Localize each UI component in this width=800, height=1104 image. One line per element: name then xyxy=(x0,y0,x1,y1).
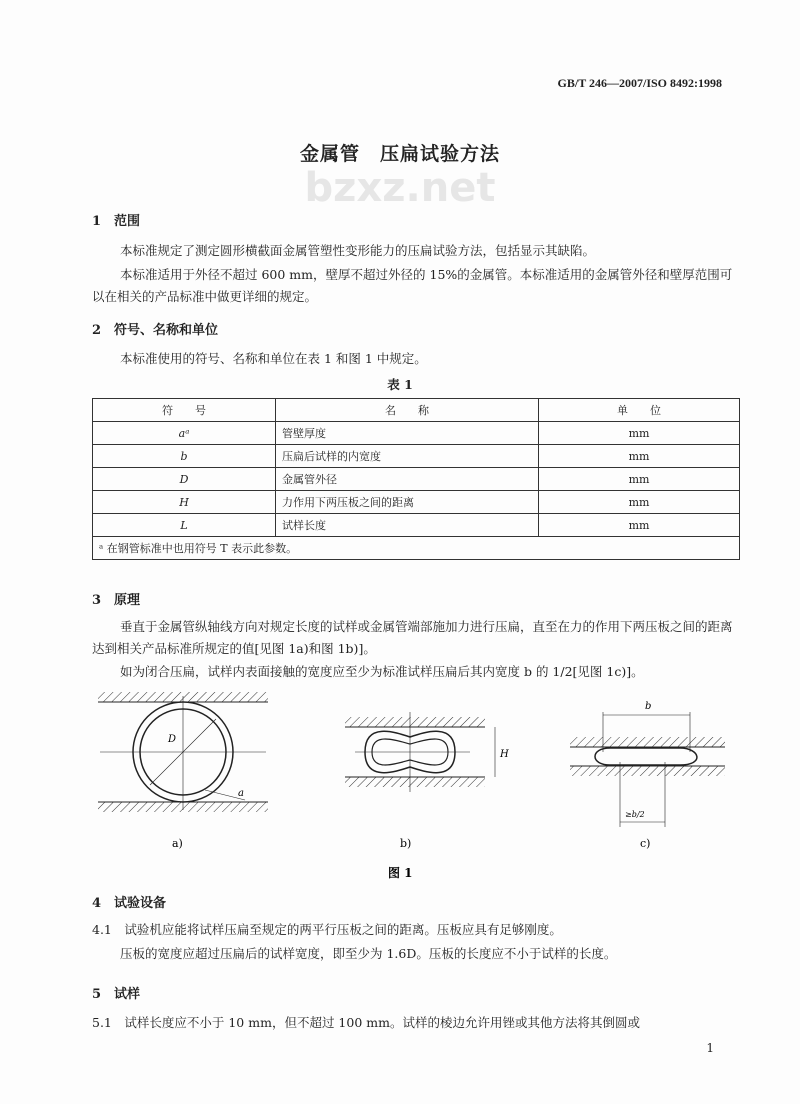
section-4-heading: 4 试验设备 xyxy=(92,896,167,911)
section-5-heading: 5 试样 xyxy=(92,987,141,1002)
figure-caption: 图 1 xyxy=(388,866,413,880)
name-cell: 管壁厚度 xyxy=(276,422,539,445)
section-5-para-1: 5.1 试样长度应不小于 10 mm，但不超过 100 mm。试样的棱边允许用锉或其他方法将其倒圆或 xyxy=(92,1015,640,1030)
label-half-b: ≥b/2 xyxy=(625,810,645,819)
section-4-para-1: 4.1 试验机应能将试样压扁至规定的两平行压板之间的距离。压板应具有足够刚度。 xyxy=(92,922,562,937)
label-D: D xyxy=(168,734,177,745)
symbol-cell: b xyxy=(93,445,276,468)
name-cell: 金属管外径 xyxy=(276,468,539,491)
standard-number: GB/T 246—2007/ISO 8492:1998 xyxy=(557,76,722,90)
figure-b xyxy=(345,712,509,792)
section-2-para-1: 本标准使用的符号、名称和单位在表 1 和图 1 中规定。 xyxy=(120,351,427,366)
table-row xyxy=(93,514,740,537)
section-1-heading: 1 范围 xyxy=(92,214,141,229)
symbol-cell: L xyxy=(93,514,276,537)
unit-cell: mm xyxy=(539,445,740,468)
table-row xyxy=(93,468,740,491)
name-cell: 力作用下两压板之间的距离 xyxy=(276,491,539,514)
table-row xyxy=(93,445,740,468)
section-1-para-1: 本标准规定了测定圆形横截面金属管塑性变形能力的压扁试验方法，包括显示其缺陷。 xyxy=(120,243,596,258)
figure-1 xyxy=(0,686,800,890)
label-H: H xyxy=(500,749,509,760)
table-footnote-row xyxy=(93,537,740,560)
table-header-row xyxy=(93,399,740,422)
subcaption-c: c) xyxy=(640,837,651,850)
section-3-para-1: 垂直于金属管纵轴线方向对规定长度的试样或金属管端部施加力进行压扁，直至在力的作用下两压板之间的距离达到相关产品标准所规定的值[见图 1a)和图 1b)]。 xyxy=(92,619,733,656)
header-cell: 名 称 xyxy=(276,399,539,422)
table-row xyxy=(93,491,740,514)
label-b: b xyxy=(645,701,652,712)
unit-cell: mm xyxy=(539,491,740,514)
unit-cell: mm xyxy=(539,422,740,445)
subcaption-b: b) xyxy=(400,837,412,850)
symbol-cell: H xyxy=(93,491,276,514)
header-cell: 符 号 xyxy=(93,399,276,422)
page-number: 1 xyxy=(706,1041,714,1055)
section-3-heading: 3 原理 xyxy=(92,593,141,608)
label-a: a xyxy=(238,788,244,799)
watermark: bzxz.net xyxy=(304,165,496,211)
symbols-table xyxy=(92,398,740,560)
name-cell: 压扁后试样的内宽度 xyxy=(276,445,539,468)
section-4-para-2: 压板的宽度应超过压扁后的试样宽度，即至少为 1.6D。压板的长度应不小于试样的长度。 xyxy=(120,946,617,961)
unit-cell: mm xyxy=(539,468,740,491)
section-1-para-2: 本标准适用于外径不超过 600 mm，壁厚不超过外径的 15%的金属管。本标准适用的金属管外径和壁厚范围可以在相关的产品标准中做更详细的规定。 xyxy=(92,267,733,304)
section-2-heading: 2 符号、名称和单位 xyxy=(92,323,219,338)
symbol-cell: aᵃ xyxy=(93,422,276,445)
symbol-cell: D xyxy=(93,468,276,491)
section-3-para-2: 如为闭合压扁，试样内表面接触的宽度应至少为标准试样压扁后其内宽度 b 的 1/2[见图 1c)]。 xyxy=(120,664,644,679)
figure-a xyxy=(98,692,268,812)
table-row xyxy=(93,422,740,445)
table-footnote: ᵃ 在钢管标准中也用符号 T 表示此参数。 xyxy=(93,537,740,560)
table-caption: 表 1 xyxy=(387,377,413,392)
unit-cell: mm xyxy=(539,514,740,537)
header-cell: 单 位 xyxy=(539,399,740,422)
name-cell: 试样长度 xyxy=(276,514,539,537)
subcaption-a: a) xyxy=(172,837,183,850)
page-title: 金属管 压扁试验方法 xyxy=(299,143,500,165)
figure-c xyxy=(570,701,725,827)
